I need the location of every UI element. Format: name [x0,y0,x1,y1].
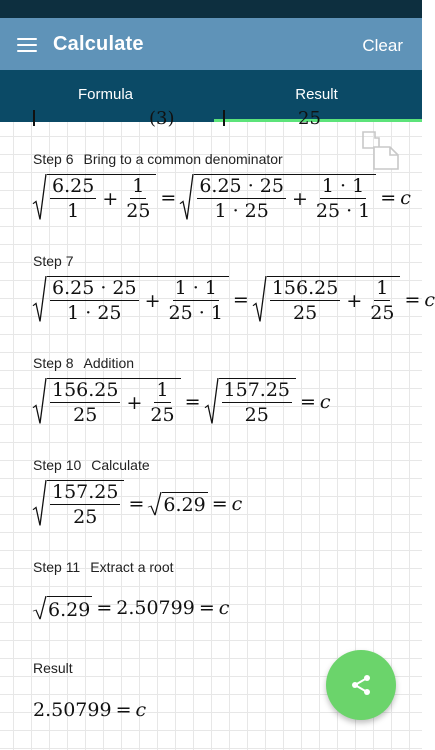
result-content[interactable] [0,108,435,750]
tab-bar [0,70,422,122]
copy-icon[interactable] [360,130,402,172]
hamburger-menu-icon[interactable] [17,38,37,52]
app-bar [0,18,422,70]
step-7-equation: $\frac{6.25 \cdot 25}{1 \cdot 25}$ + $\frac{1 \cdot 1}{25 \cdot 1}$ = $\frac{156.25}{25}$ + $\frac{1}{25}$ = c [33,276,435,323]
clear-button[interactable]: Clear [362,36,403,55]
status-bar [0,0,422,18]
result-label: Result [33,660,73,676]
page-title: Calculate [53,33,144,55]
share-icon [349,673,373,697]
step-6-label: Step 6 Bring to a common denominator [33,151,283,167]
step-6-equation: $\frac{6.25}{1}$ + $\frac{1}{25}$ = $\frac{6.25 \cdot 25}{1 \cdot 25}$ + $\frac{1 \cdot 1}{25 \cdot 1}$ = c [33,174,411,221]
tab-result[interactable]: Result [295,86,338,103]
step-10-label: Step 10 Calculate [33,457,150,473]
fragment-denominator-right: 25 [298,108,321,129]
result-equation: 2.50799 = c [33,699,147,721]
fragment-denominator-left: (3) [149,108,175,129]
share-button[interactable] [326,650,396,720]
step-11-label: Step 11 Extract a root [33,559,174,575]
step-7-label: Step 7 [33,253,74,269]
tab-formula[interactable]: Formula [77,86,133,103]
step-11-equation: 6.29 = 2.50799 = c [33,596,229,620]
step-10-equation: $\frac{157.25}{25}$ = 6.29 = c [33,480,242,527]
step-8-equation: $\frac{156.25}{25}$ + $\frac{1}{25}$ = $\frac{157.25}{25}$ = c [33,378,331,425]
step-8-label: Step 8 Addition [33,355,135,371]
